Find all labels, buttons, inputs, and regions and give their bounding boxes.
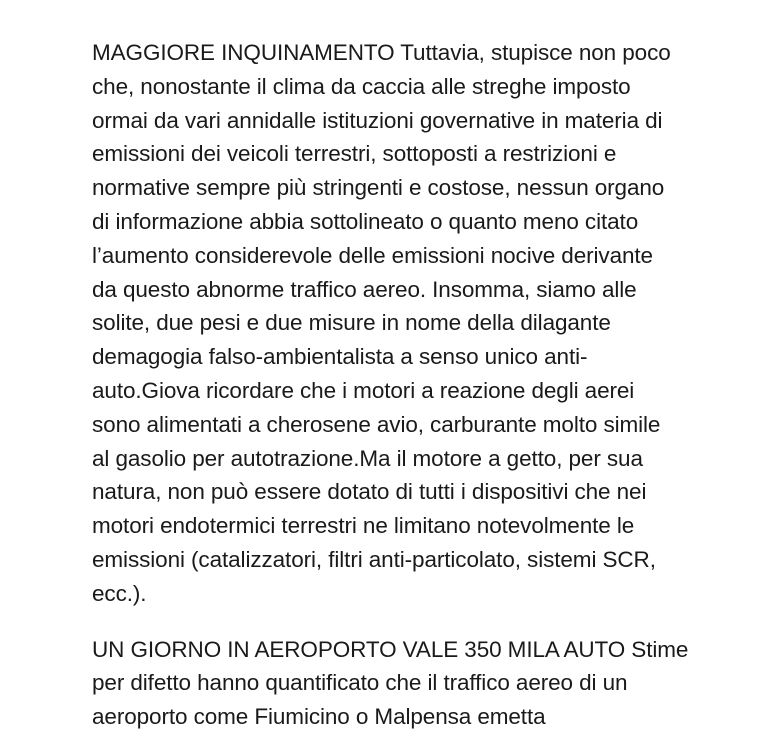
- paragraph-airport: [92, 633, 752, 734]
- text-line: natura, non può essere dotato di tutti i dispositivi che nei: [92, 479, 647, 505]
- text-line: MAGGIORE INQUINAMENTO Tuttavia, stupisce non poco: [92, 40, 671, 65]
- text-line: al gasolio per autotrazione.Ma il motore a getto, per sua: [92, 445, 643, 471]
- text-line: di informazione abbia sottolineato o quanto meno citato: [92, 208, 639, 234]
- text-line: per difetto hanno quantificato che il traffico aereo di un: [92, 670, 628, 696]
- text-line: sono alimentati a cherosene avio, carburante molto simile: [92, 411, 661, 437]
- text-line: l’aumento considerevole delle emissioni nocive derivante: [92, 242, 653, 268]
- text-line: normative sempre più stringenti e costose, nessun organo: [92, 175, 665, 201]
- article-body: [92, 36, 752, 756]
- text-line: ecc.).: [92, 580, 147, 606]
- text-line: auto.Giova ricordare che i motori a reazione degli aerei: [92, 377, 635, 403]
- text-line: motori endotermici terrestri ne limitano notevolmente le: [92, 513, 635, 539]
- text-line: emissioni dei veicoli terrestri, sottoposti a restrizioni e: [92, 141, 617, 167]
- text-line: aeroporto come Fiumicino o Malpensa emetta: [92, 704, 546, 730]
- text-line: solite, due pesi e due misure in nome della dilagante: [92, 310, 611, 336]
- text-line: ormai da vari annidalle istituzioni governative in materia di: [92, 107, 663, 133]
- paragraph-pollution: [92, 36, 752, 611]
- text-line: emissioni (catalizzatori, filtri anti-particolato, sistemi SCR,: [92, 546, 656, 572]
- text-line: demagogia falso-ambientalista a senso unico anti-: [92, 344, 588, 370]
- text-line: UN GIORNO IN AEROPORTO VALE 350 MILA AUTO Stime: [92, 636, 689, 662]
- text-line: da questo abnorme traffico aereo. Insomma, siamo alle: [92, 276, 637, 302]
- text-line: che, nonostante il clima da caccia alle streghe imposto: [92, 73, 631, 99]
